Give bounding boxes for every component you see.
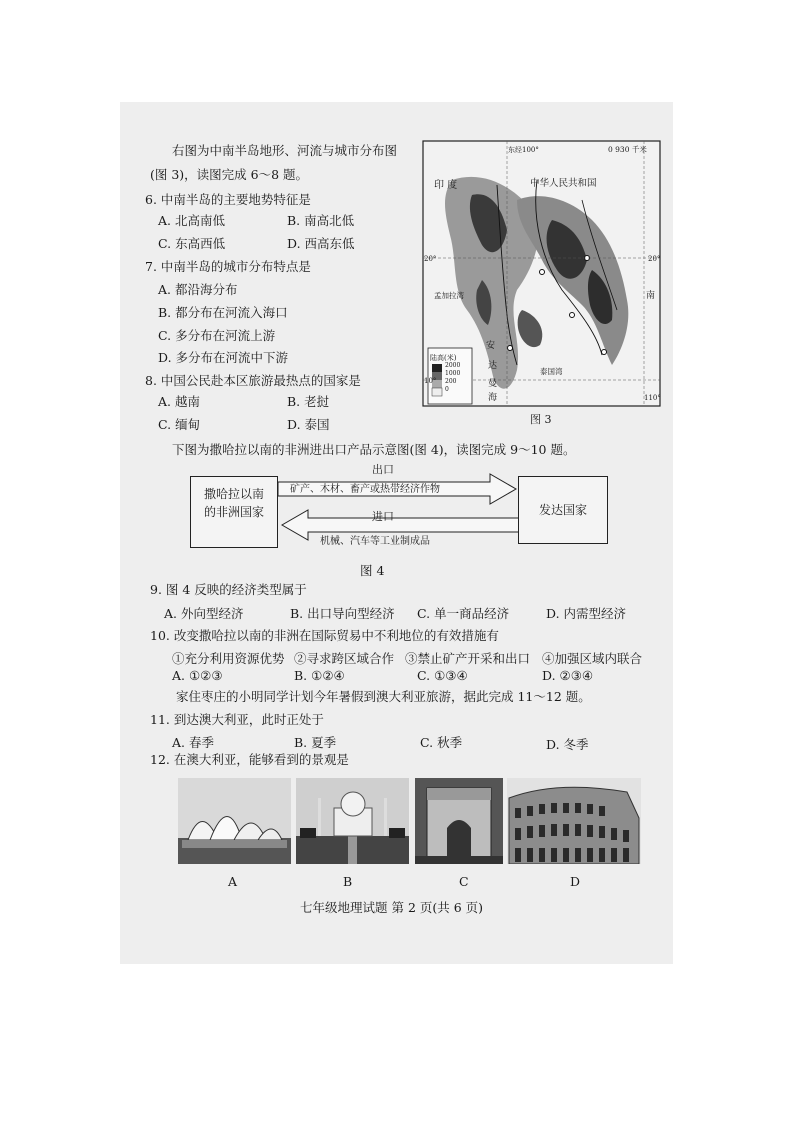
map-scale: 0 930 千米 <box>608 145 647 154</box>
indochina-map <box>422 140 661 430</box>
trade-flow-diagram <box>190 460 610 560</box>
q8-option-d[interactable]: D. 泰国 <box>287 417 330 432</box>
q6-stem: 6. 中南半岛的主要地势特征是 <box>145 192 311 207</box>
legend-value-1000: 1000 <box>445 370 461 377</box>
taj-mahal-image <box>296 778 409 864</box>
import-items: 机械、汽车等工业制成品 <box>320 536 430 547</box>
legend-value-200: 200 <box>445 378 457 385</box>
q10-option-b[interactable]: B. ①②④ <box>294 668 345 683</box>
q10-item-3: ③禁止矿产开采和出口 <box>405 651 531 666</box>
photo-label-d: D <box>570 874 581 889</box>
intro-trade-question: 下图为撒哈拉以南的非洲进出口产品示意图(图 4)，读图完成 9～10 题。 <box>172 442 576 457</box>
q11-option-a[interactable]: A. 春季 <box>172 735 214 750</box>
photo-label-a: A <box>228 874 238 889</box>
q9-option-a[interactable]: A. 外向型经济 <box>164 606 244 621</box>
map-label-andaman-1: 安 <box>486 341 496 351</box>
map-label-india: 印 度 <box>434 180 458 191</box>
photo-colosseum[interactable] <box>507 778 641 864</box>
developed-box: 发达国家 <box>518 476 608 544</box>
intro-map-question: 右图为中南半岛地形、河流与城市分布图 <box>172 143 398 158</box>
photo-taj-mahal[interactable] <box>296 778 409 864</box>
export-items: 矿产、木材、畜产或热带经济作物 <box>290 484 440 495</box>
import-label: 进口 <box>372 510 394 523</box>
intro-map-question-line2: (图 3)，读图完成 6～8 题。 <box>150 167 309 182</box>
colosseum-image <box>507 778 641 864</box>
q7-option-d[interactable]: D. 多分布在河流中下游 <box>158 350 289 365</box>
photo-opera-house[interactable] <box>178 778 291 864</box>
q9-option-b[interactable]: B. 出口导向型经济 <box>290 606 395 621</box>
intro-australia-question: 家住枣庄的小明同学计划今年暑假到澳大利亚旅游，据此完成 11～12 题。 <box>176 689 591 704</box>
map-label-south: 南 <box>646 291 656 301</box>
q11-option-d[interactable]: D. 冬季 <box>546 737 589 752</box>
map-lat-20-right: 20° <box>648 255 661 263</box>
q12-stem: 12. 在澳大利亚，能够看到的景观是 <box>150 752 349 767</box>
q9-stem: 9. 图 4 反映的经济类型属于 <box>150 582 307 597</box>
map-label-andaman-2: 达 <box>488 361 498 371</box>
map-lon-label: 东经100° <box>508 146 539 154</box>
q8-option-b[interactable]: B. 老挝 <box>287 394 330 409</box>
legend-value-2000: 2000 <box>445 362 461 369</box>
map-label-andaman-3: 曼 <box>488 379 498 389</box>
q6-option-c[interactable]: C. 东高西低 <box>158 236 226 251</box>
q7-option-a[interactable]: A. 都沿海分布 <box>158 282 238 297</box>
africa-box <box>190 476 278 548</box>
q7-option-b[interactable]: B. 都分布在河流入海口 <box>158 305 288 320</box>
q11-option-b[interactable]: B. 夏季 <box>294 735 337 750</box>
q11-option-c[interactable]: C. 秋季 <box>420 735 463 750</box>
legend-title: 陆高(米) <box>430 354 457 362</box>
q10-stem: 10. 改变撒哈拉以南的非洲在国际贸易中不利地位的有效措施有 <box>150 628 499 643</box>
photo-arc-de-triomphe[interactable] <box>415 778 503 864</box>
opera-house-image <box>178 778 291 864</box>
map-lat-10: 10° <box>424 377 437 385</box>
map-lon-110: 110° <box>644 394 661 402</box>
photo-label-c: C <box>459 874 469 889</box>
q10-option-c[interactable]: C. ①③④ <box>417 668 468 683</box>
q10-item-4: ④加强区域内联合 <box>542 651 643 666</box>
q7-option-c[interactable]: C. 多分布在河流上游 <box>158 328 276 343</box>
export-label: 出口 <box>372 463 394 476</box>
q10-item-1: ①充分利用资源优势 <box>172 651 285 666</box>
q8-stem: 8. 中国公民赴本区旅游最热点的国家是 <box>145 373 361 388</box>
q6-option-a[interactable]: A. 北高南低 <box>158 213 225 228</box>
map-label-china: 中华人民共和国 <box>530 178 597 189</box>
arc-image <box>415 778 503 864</box>
page-footer: 七年级地理试题 第 2 页(共 6 页) <box>300 900 484 915</box>
q6-option-b[interactable]: B. 南高北低 <box>287 213 355 228</box>
legend-value-0: 0 <box>445 386 449 393</box>
q6-option-d[interactable]: D. 西高东低 <box>287 236 355 251</box>
map-lat-20: 20° <box>424 255 437 263</box>
map-label-gulf: 泰国湾 <box>540 367 563 376</box>
q9-option-c[interactable]: C. 单一商品经济 <box>417 606 510 621</box>
q8-option-a[interactable]: A. 越南 <box>158 394 200 409</box>
fig4-caption: 图 4 <box>360 563 385 578</box>
q10-item-2: ②寻求跨区域合作 <box>294 651 395 666</box>
q8-option-c[interactable]: C. 缅甸 <box>158 417 201 432</box>
q10-option-a[interactable]: A. ①②③ <box>172 668 223 683</box>
map-label-bay: 孟加拉湾 <box>434 291 464 300</box>
map-caption: 图 3 <box>530 413 552 426</box>
africa-box-line2: 的非洲国家 <box>203 505 264 519</box>
q10-option-d[interactable]: D. ②③④ <box>542 668 594 683</box>
map-label-andaman-4: 海 <box>488 393 498 403</box>
africa-box-line1: 撒哈拉以南 <box>203 487 264 501</box>
q9-option-d[interactable]: D. 内需型经济 <box>546 606 627 621</box>
q11-stem: 11. 到达澳大利亚，此时正处于 <box>150 712 324 727</box>
photo-label-b: B <box>343 874 353 889</box>
q7-stem: 7. 中南半岛的城市分布特点是 <box>145 259 311 274</box>
